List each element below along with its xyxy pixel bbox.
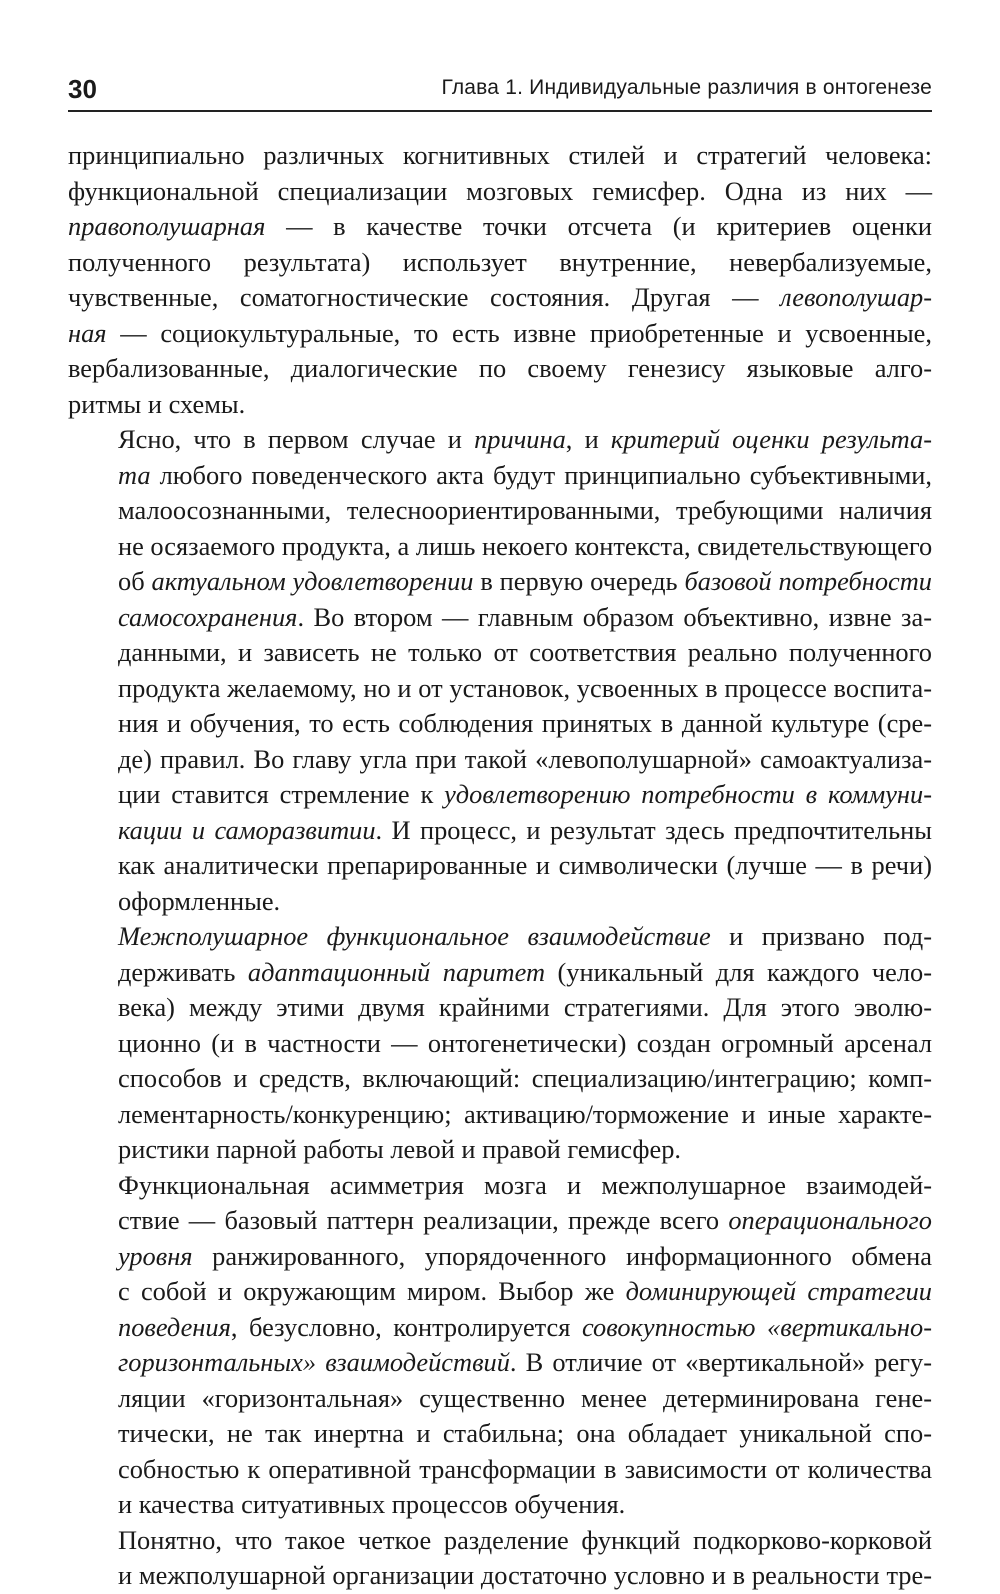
text-line [68, 884, 932, 920]
text-line [68, 422, 932, 458]
text-line [68, 919, 932, 955]
text-run: ния и обучения, то есть соблюдения принятых в данной культуре (сре- [118, 708, 932, 738]
italic-term: доминирующей стратегии [625, 1276, 932, 1306]
text-run: и призвано под- [710, 921, 933, 951]
text-line [68, 1274, 932, 1310]
text-line [68, 706, 932, 742]
text-run: продукта желаемому, но и от установок, усвоенных в процессе воспита- [118, 672, 932, 703]
text-run: . И процесс, и результат здесь предпочтительны [375, 814, 932, 845]
text-run: данными, и зависеть не только от соответствия реально полученного [118, 637, 932, 667]
text-line [68, 351, 932, 387]
text-run: оформленные. [118, 885, 281, 916]
paragraph [68, 1523, 932, 1594]
text-run: лементарность/конкуренцию; активацию/торможение и иные характе- [118, 1098, 932, 1129]
paragraph [68, 919, 932, 1168]
italic-term: уровня [118, 1240, 193, 1271]
text-line [68, 1381, 932, 1417]
italic-term: горизонтальных» взаимодействий [118, 1347, 510, 1377]
text-run: Понятно, что такое четкое разделение функций подкорково-корковой [118, 1524, 932, 1555]
text-line [68, 1026, 932, 1062]
text-line [68, 1061, 932, 1097]
text-line [68, 1239, 932, 1275]
text-line [68, 209, 932, 245]
italic-term: удовлетворению потребности в коммуни- [444, 779, 932, 809]
text-line [68, 1203, 932, 1239]
text-run: , и [565, 424, 611, 454]
text-run: способов и средств, включающий: специализацию/интеграцию; комп- [118, 1063, 932, 1093]
text-run: (уникальный для каждого чело- [545, 956, 932, 987]
text-run: ристики парной работы левой и правой гемисфер. [118, 1134, 682, 1164]
text-run: ритмы и схемы. [68, 388, 246, 419]
italic-term: адаптационный паритет [247, 956, 546, 987]
text-line [68, 387, 932, 423]
text-run: ции ставится стремление к [118, 779, 445, 809]
text-line [68, 742, 932, 778]
text-line [68, 174, 932, 210]
italic-term: совокупностью «вертикально- [581, 1311, 932, 1342]
text-line [68, 1097, 932, 1133]
text-line [68, 1132, 932, 1168]
italic-term: базовой потребности [684, 566, 932, 596]
text-line [68, 955, 932, 991]
text-line [68, 280, 932, 316]
running-header [68, 66, 932, 112]
text-run: любого поведенческого акта будут принципиально субъективными, [150, 459, 932, 490]
text-line [68, 777, 932, 813]
text-line [68, 1523, 932, 1559]
text-run: в первую очередь [473, 566, 685, 596]
text-run: Функциональная асимметрия мозга и межполушарное взаимодей- [118, 1169, 932, 1200]
text-run: принципиально различных когнитивных стилей и стратегий человека: [68, 140, 932, 170]
paragraph [68, 138, 932, 422]
body-text [68, 138, 932, 1594]
text-run: ционно (и в частности — онтогенетически) создан огромный арсенал [118, 1027, 932, 1058]
text-run: де) правил. Во главу угла при такой «левополушарной» самоактуализа- [118, 743, 932, 774]
paragraph [68, 422, 932, 919]
text-run: тически, не так инертна и стабильна; она обладает уникальной спо- [118, 1418, 932, 1448]
italic-term: критерий оценки результа- [610, 424, 932, 454]
text-line [68, 671, 932, 707]
text-line [68, 1168, 932, 1204]
text-run: не осязаемого продукта, а лишь некоего контекста, свидетельствующего [118, 530, 933, 561]
text-run: века) между этими двумя крайними стратегиями. Для этого эволю- [118, 992, 932, 1022]
text-line [68, 1416, 932, 1452]
text-run: и качества ситуативных процессов обучения. [118, 1489, 626, 1519]
text-run: — социокультуральные, то есть извне приобретенные и усвоенные, [106, 317, 932, 348]
text-line [68, 529, 932, 565]
text-line [68, 316, 932, 352]
italic-term: поведения [118, 1311, 231, 1342]
text-run: чувственные, соматогностические состояния. Другая — [68, 282, 781, 312]
text-run: как аналитически препарированные и символически (лучше — в речи) [118, 850, 932, 880]
italic-term: самосохранения [118, 601, 298, 632]
text-run: — в качестве точки отсчета (и критериев оценки [265, 211, 932, 241]
text-line [68, 138, 932, 174]
italic-term: причина [474, 424, 566, 454]
italic-term: та [118, 459, 151, 490]
italic-term: ная [68, 317, 107, 348]
text-run: собностью к оперативной трансформации в зависимости от количества [118, 1453, 932, 1484]
text-run: ляции «горизонтальная» существенно менее детерминирована гене- [118, 1382, 932, 1413]
text-run: . Во втором — главным образом объективно, извне за- [297, 601, 932, 632]
text-line [68, 458, 932, 494]
text-line [68, 1487, 932, 1523]
text-line [68, 1452, 932, 1488]
chapter-title: Глава 1. Индивидуальные различия в онтогенезе [441, 76, 932, 99]
italic-term: операционального [728, 1205, 932, 1235]
text-run: держивать [118, 956, 248, 987]
text-line [68, 1310, 932, 1346]
italic-term: левополушар- [780, 282, 932, 312]
text-run: с собой и окружающим миром. Выбор же [118, 1276, 626, 1306]
text-line [68, 1558, 932, 1594]
text-run: функциональной специализации мозговых гемисфер. Одна из них — [68, 175, 932, 206]
text-run: полученного результата) использует внутренние, невербализуемые, [68, 246, 932, 277]
text-run: ствие — базовый паттерн реализации, прежде всего [118, 1205, 729, 1235]
italic-term: кации и саморазвитии [118, 814, 376, 845]
text-run: малоосознанными, телесноориентированными, требующими наличия [118, 495, 932, 525]
text-line [68, 813, 932, 849]
text-line [68, 493, 932, 529]
text-run: , безусловно, контролируется [230, 1311, 582, 1342]
text-line [68, 564, 932, 600]
text-run: и межполушарной организации достаточно условно и в реальности тре- [118, 1560, 932, 1590]
text-run: об [118, 566, 152, 596]
text-run: ранжированного, упорядоченного информационного обмена [192, 1240, 932, 1271]
text-line [68, 990, 932, 1026]
text-line [68, 600, 932, 636]
text-run: вербализованные, диалогические по своему генезису языковые алго- [68, 353, 932, 383]
text-line [68, 1345, 932, 1381]
text-line [68, 635, 932, 671]
text-line [68, 245, 932, 281]
text-line [68, 848, 932, 884]
page-number: 30 [68, 74, 97, 104]
italic-term: актуальном удовлетворении [151, 566, 474, 596]
text-run: Ясно, что в первом случае и [118, 424, 475, 454]
italic-term: Межполушарное функциональное взаимодействие [118, 921, 711, 951]
paragraph [68, 1168, 932, 1523]
text-run: . В отличие от «вертикальной» регу- [509, 1347, 932, 1377]
italic-term: правополушарная [68, 211, 266, 241]
